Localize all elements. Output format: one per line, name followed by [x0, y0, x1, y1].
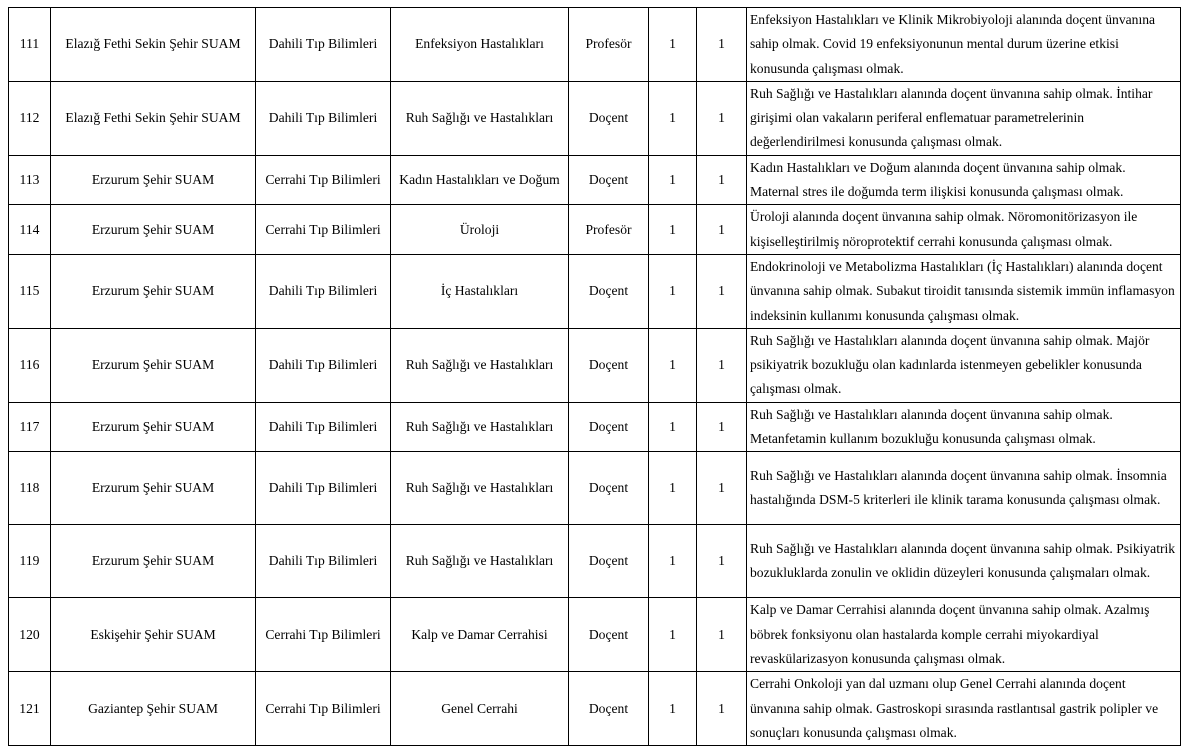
quota-1: 1 — [649, 205, 697, 255]
academic-title: Doçent — [569, 525, 649, 598]
table-row — [9, 205, 1181, 255]
quota-2: 1 — [697, 672, 747, 746]
requirement-description: Kadın Hastalıkları ve Doğum alanında doçent ünvanına sahip olmak. Maternal stres ile doğumda term ilişkisi konusunda çalışması olmak. — [747, 155, 1181, 205]
table-row — [9, 672, 1181, 746]
field-name: Dahili Tıp Bilimleri — [256, 328, 391, 402]
field-name: Dahili Tıp Bilimleri — [256, 8, 391, 82]
quota-2: 1 — [697, 525, 747, 598]
requirement-description: Endokrinoloji ve Metabolizma Hastalıkları (İç Hastalıkları) alanında doçent ünvanına sahip olmak. Subakut tiroidit tanısında sistemik immün inflamasyon indeksinin kullanımı konusunda çalışması olmak. — [747, 254, 1181, 328]
table-row — [9, 81, 1181, 155]
branch-name: Enfeksiyon Hastalıkları — [391, 8, 569, 82]
academic-title: Profesör — [569, 8, 649, 82]
branch-name: Kadın Hastalıkları ve Doğum — [391, 155, 569, 205]
table-row — [9, 155, 1181, 205]
branch-name: Ruh Sağlığı ve Hastalıkları — [391, 328, 569, 402]
table-row — [9, 525, 1181, 598]
field-name: Dahili Tıp Bilimleri — [256, 452, 391, 525]
academic-title: Doçent — [569, 155, 649, 205]
row-number: 121 — [9, 672, 51, 746]
quota-1: 1 — [649, 672, 697, 746]
quota-2: 1 — [697, 598, 747, 672]
center-name: Erzurum Şehir SUAM — [51, 205, 256, 255]
quota-1: 1 — [649, 81, 697, 155]
table-row — [9, 328, 1181, 402]
requirement-description: Ruh Sağlığı ve Hastalıkları alanında doçent ünvanına sahip olmak. Psikiyatrik bozukluklarda zonulin ve oklidin düzeyleri konusunda çalışmaları olmak. — [747, 525, 1181, 598]
branch-name: İç Hastalıkları — [391, 254, 569, 328]
academic-title: Doçent — [569, 452, 649, 525]
center-name: Erzurum Şehir SUAM — [51, 254, 256, 328]
field-name: Cerrahi Tıp Bilimleri — [256, 155, 391, 205]
quota-1: 1 — [649, 525, 697, 598]
branch-name: Ruh Sağlığı ve Hastalıkları — [391, 525, 569, 598]
quota-2: 1 — [697, 452, 747, 525]
row-number: 114 — [9, 205, 51, 255]
table-row — [9, 254, 1181, 328]
requirement-description: Cerrahi Onkoloji yan dal uzmanı olup Genel Cerrahi alanında doçent ünvanına sahip olmak. Gastroskopi sırasında rastlantısal gastrik polipler ve sonuçları konusunda çalışması olmak. — [747, 672, 1181, 746]
academic-title: Doçent — [569, 402, 649, 452]
quota-1: 1 — [649, 402, 697, 452]
field-name: Dahili Tıp Bilimleri — [256, 254, 391, 328]
requirement-description: Ruh Sağlığı ve Hastalıkları alanında doçent ünvanına sahip olmak. Metanfetamin kullanım bozukluğu konusunda çalışması olmak. — [747, 402, 1181, 452]
quota-1: 1 — [649, 8, 697, 82]
academic-title: Doçent — [569, 328, 649, 402]
center-name: Erzurum Şehir SUAM — [51, 452, 256, 525]
field-name: Cerrahi Tıp Bilimleri — [256, 205, 391, 255]
row-number: 116 — [9, 328, 51, 402]
field-name: Cerrahi Tıp Bilimleri — [256, 672, 391, 746]
quota-2: 1 — [697, 81, 747, 155]
field-name: Dahili Tıp Bilimleri — [256, 81, 391, 155]
requirement-description: Üroloji alanında doçent ünvanına sahip olmak. Nöromonitörizasyon ile kişiselleştirilmiş nöroprotektif cerrahi konusunda çalışması olmak. — [747, 205, 1181, 255]
academic-title: Doçent — [569, 672, 649, 746]
branch-name: Ruh Sağlığı ve Hastalıkları — [391, 452, 569, 525]
row-number: 119 — [9, 525, 51, 598]
row-number: 111 — [9, 8, 51, 82]
row-number: 113 — [9, 155, 51, 205]
field-name: Cerrahi Tıp Bilimleri — [256, 598, 391, 672]
quota-1: 1 — [649, 452, 697, 525]
quota-2: 1 — [697, 205, 747, 255]
requirement-description: Ruh Sağlığı ve Hastalıkları alanında doçent ünvanına sahip olmak. İnsomnia hastalığında DSM-5 kriterleri ile klinik tarama konusunda çalışması olmak. — [747, 452, 1181, 525]
requirement-description: Ruh Sağlığı ve Hastalıkları alanında doçent ünvanına sahip olmak. İntihar girişimi olan vakaların periferal enflematuar parametrelerinin değerlendirilmesi konusunda çalışması olmak. — [747, 81, 1181, 155]
quota-1: 1 — [649, 155, 697, 205]
quota-2: 1 — [697, 155, 747, 205]
table-row — [9, 598, 1181, 672]
table-row — [9, 452, 1181, 525]
table-row — [9, 402, 1181, 452]
academic-title: Doçent — [569, 598, 649, 672]
staff-positions-table — [8, 7, 1181, 746]
row-number: 112 — [9, 81, 51, 155]
row-number: 118 — [9, 452, 51, 525]
quota-2: 1 — [697, 328, 747, 402]
quota-1: 1 — [649, 598, 697, 672]
center-name: Erzurum Şehir SUAM — [51, 402, 256, 452]
center-name: Elazığ Fethi Sekin Şehir SUAM — [51, 81, 256, 155]
requirement-description: Kalp ve Damar Cerrahisi alanında doçent ünvanına sahip olmak. Azalmış böbrek fonksiyonu olan hastalarda komple cerrahi miyokardiyal revaskülarizasyon konusunda çalışması olmak. — [747, 598, 1181, 672]
center-name: Erzurum Şehir SUAM — [51, 328, 256, 402]
branch-name: Ruh Sağlığı ve Hastalıkları — [391, 81, 569, 155]
center-name: Erzurum Şehir SUAM — [51, 525, 256, 598]
academic-title: Profesör — [569, 205, 649, 255]
academic-title: Doçent — [569, 254, 649, 328]
quota-2: 1 — [697, 402, 747, 452]
quota-1: 1 — [649, 254, 697, 328]
center-name: Elazığ Fethi Sekin Şehir SUAM — [51, 8, 256, 82]
quota-2: 1 — [697, 254, 747, 328]
center-name: Eskişehir Şehir SUAM — [51, 598, 256, 672]
quota-1: 1 — [649, 328, 697, 402]
table-row — [9, 8, 1181, 82]
row-number: 120 — [9, 598, 51, 672]
branch-name: Kalp ve Damar Cerrahisi — [391, 598, 569, 672]
center-name: Erzurum Şehir SUAM — [51, 155, 256, 205]
field-name: Dahili Tıp Bilimleri — [256, 525, 391, 598]
requirement-description: Ruh Sağlığı ve Hastalıkları alanında doçent ünvanına sahip olmak. Majör psikiyatrik bozukluğu olan kadınlarda istenmeyen gebelikler konusunda çalışması olmak. — [747, 328, 1181, 402]
row-number: 115 — [9, 254, 51, 328]
quota-2: 1 — [697, 8, 747, 82]
branch-name: Ruh Sağlığı ve Hastalıkları — [391, 402, 569, 452]
row-number: 117 — [9, 402, 51, 452]
branch-name: Üroloji — [391, 205, 569, 255]
center-name: Gaziantep Şehir SUAM — [51, 672, 256, 746]
academic-title: Doçent — [569, 81, 649, 155]
requirement-description: Enfeksiyon Hastalıkları ve Klinik Mikrobiyoloji alanında doçent ünvanına sahip olmak. Covid 19 enfeksiyonunun mental durum üzerine etkisi konusunda çalışması olmak. — [747, 8, 1181, 82]
field-name: Dahili Tıp Bilimleri — [256, 402, 391, 452]
branch-name: Genel Cerrahi — [391, 672, 569, 746]
